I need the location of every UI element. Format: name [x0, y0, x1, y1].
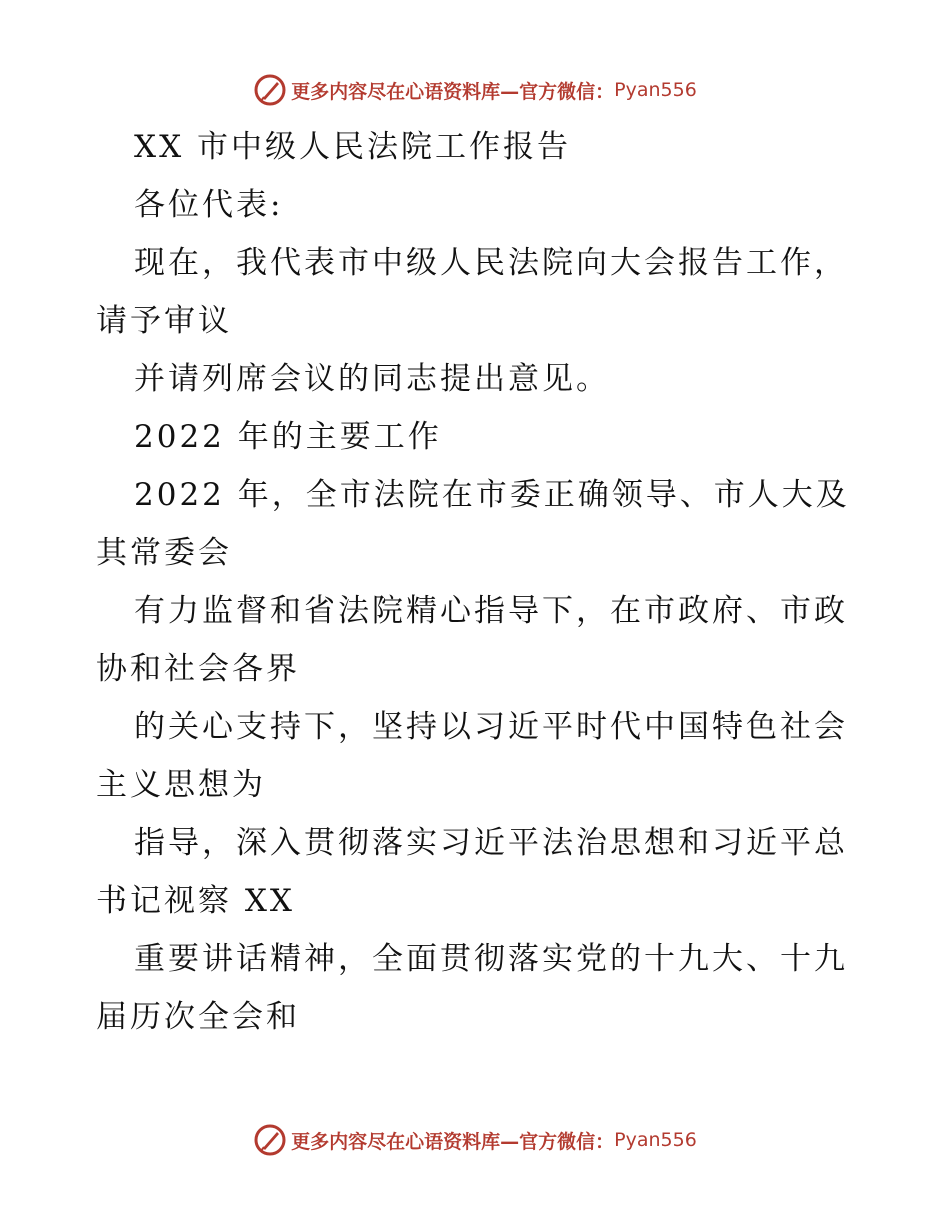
banner-text: 更多内容尽在心语资料库—官方微信： [291, 1130, 615, 1153]
quill-circle-icon [253, 73, 287, 107]
paragraph-line: 的关心支持下，坚持以习近平时代中国特色社会 [134, 709, 848, 745]
banner-wechat-id: Pyan556 [614, 1129, 697, 1151]
paragraph-line: 其常委会 [96, 535, 232, 571]
paragraph-line: 协和社会各界 [96, 651, 300, 687]
paragraph-line: 请予审议 [96, 303, 232, 339]
paragraph-line: 指导，深入贯彻落实习近平法治思想和习近平总 [134, 825, 848, 861]
paragraph-line: 届历次全会和 [96, 999, 300, 1035]
footer-banner [0, 1120, 950, 1160]
quill-circle-icon [253, 1123, 287, 1157]
document-title: XX 市中级人民法院工作报告 [134, 129, 571, 165]
paragraph-line: 各位代表: [134, 187, 284, 223]
banner-text: 更多内容尽在心语资料库—官方微信： [291, 80, 615, 103]
section-heading: 2022 年的主要工作 [134, 419, 442, 455]
paragraph-line: 现在，我代表市中级人民法院向大会报告工作， [134, 245, 848, 281]
header-banner [0, 70, 950, 110]
banner-wechat-id: Pyan556 [614, 79, 697, 101]
paragraph-line: 重要讲话精神，全面贯彻落实党的十九大、十九 [134, 941, 848, 977]
paragraph-line: 书记视察 XX [96, 883, 295, 919]
paragraph-line: 2022 年，全市法院在市委正确领导、市人大及 [134, 477, 850, 513]
paragraph-line: 有力监督和省法院精心指导下，在市政府、市政 [134, 593, 848, 629]
paragraph-line: 主义思想为 [96, 767, 266, 803]
paragraph-line: 并请列席会议的同志提出意见。 [134, 361, 610, 397]
